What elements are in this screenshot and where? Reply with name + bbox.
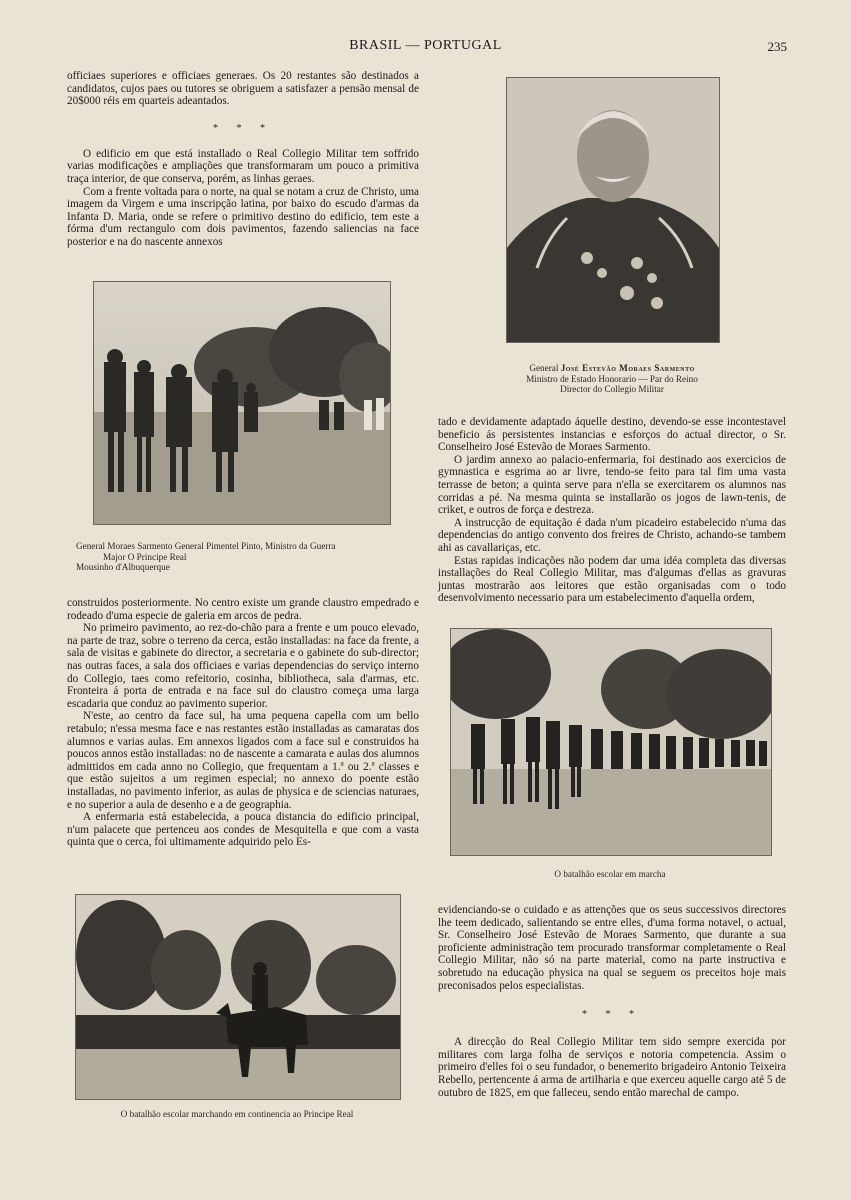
paragraph: officiaes superiores e officiaes generaes. Os 20 restantes são destinados a candidatos, cujos paes ou tutores se obriguem a satisfazer a pensão mensal de 20$000 réis em quarteis adeantados.	[67, 70, 419, 108]
paragraph: Com a frente voltada para o norte, na qual se notam a cruz de Christo, uma imagem da Virgem e uma inscripção latina, por baixo do escudo d'armas da Infanta D. Maria, onde se refere o primitivo destino do edificio, tem este a fórma d'um rectangulo com dois pavimentos, fazendo saliencias na face posterior e na do nascente annexos	[67, 185, 419, 248]
col1-bottom-text	[67, 597, 419, 849]
caption-line: Major O Principe Real	[103, 551, 187, 562]
caption-prefix: General	[529, 363, 559, 373]
photo-officers-group	[93, 281, 391, 525]
section-stars: * * *	[213, 122, 273, 134]
caption-line: Mousinho d'Albuquerque	[76, 562, 170, 572]
paragraph: evidenciando-se o cuidado e as attenções que os seus successivos directores lhe teem dedicado, salientando se entre elles, d'uma forma notavel, o actual, Sr. Conselheiro José Estevão de Moraes Sarmento, que durante a sua proficiente administração tem procurado transformar completamente o Real Collegio Militar, não só na parte material, como na parte instructiva e sobretudo na educação physica na qual se seguem os preceitos hoje mais preconisados pelos especialistas.	[438, 904, 786, 992]
paragraph: A enfermaria está estabelecida, a pouca distancia do edificio principal, n'um palacete que pertenceu aos condes de Mesquitella e que com a vasta quinta que o cerca, foi ultimamente adquirido pelo Es-	[67, 811, 419, 849]
page-number: 235	[767, 39, 787, 54]
portrait-moraes-sarmento	[506, 77, 720, 343]
paragraph: No primeiro pavimento, ao rez-do-chão para a frente e um pouco elevado, na parte de traz, sobre o terreno da cerca, estão installadas: na face da frente, a sala de visitas e gabinete do director, a secretaria e o gabinete do sub-director; nas outras faces, a sala dos officiaes e varias dependencias do serviço interno do Collegio, taes como refeitorio, cosinha, bibliotheca, sala d'armas, etc. Fronteira á porta de entrada e na face sul do claustro começa uma larga escadaria que conduz ao pavimento superior.	[67, 622, 419, 710]
col2-mid-text	[438, 416, 786, 605]
running-header: BRASIL — PORTUGAL	[349, 38, 502, 53]
photo-batalhao-continencia	[75, 894, 401, 1100]
col2-bottom-text	[438, 904, 786, 1099]
caption-line	[478, 363, 746, 374]
caption-name: José Estevão Moraes Sarmento	[560, 363, 695, 373]
caption-line: Ministro de Estado Honorario — Par do Reino	[526, 373, 698, 384]
photo1-caption	[76, 541, 406, 573]
paragraph: O edificio em que está installado o Real Collegio Militar tem soffrido varias modificações e ampliações que transformaram um pouco a primitiva traça interior, de que conserva, porém, as linhas geraes.	[67, 147, 419, 185]
paragraph: construidos posteriormente. No centro existe um grande claustro empedrado e rodeado d'uma especie de galeria em arcos de pedra.	[67, 597, 419, 622]
paragraph: A instrucção de equitação é dada n'um picadeiro estabelecido n'uma das dependencias do antigo convento dos freires de Christo, achando-se tambem ahi as cavallariças, etc.	[438, 516, 786, 554]
photo-batalhao-marcha	[450, 628, 772, 856]
section-stars: * * *	[582, 1009, 642, 1021]
photo2-caption: O batalhão escolar em marcha	[554, 869, 666, 879]
paragraph: O jardim annexo ao palacio-enfermaria, foi destinado aos exercicios de gymnastica e esgrima ao ar livre, tendo-se feito para tal fim uma vasta terrasse de beton; a quinta serve para n'ella se exercitarem os alumnos nas corridas a pé. Na mesma quinta se installarão os jogos de lawn-tenis, de criket, e outros de força e destreza.	[438, 453, 786, 517]
paragraph: tado e devidamente adaptado áquelle destino, devendo-se esse incontestavel beneficio ás persistentes instancias e esforços do actual director, o Sr. Conselheiro José Estevão de Moraes Sarmento.	[438, 416, 786, 454]
portrait-caption	[478, 363, 746, 395]
paragraph: N'este, ao centro da face sul, ha uma pequena capella com um bello retabulo; n'essa mesma face e nas restantes estão installadas as camaratas dos alumnos e varias aulas. Em annexos ligados com a face sul e construidos ha poucos annos estão installadas: no de nascente a camarata e aulas dos alumnos admittidos em cada anno no Collegio, que frequentam a 1.ª ou 2.ª classes e que estão sujeitos a um regimen especial; no annexo do poente estão installadas, no pavimento inferior, as aulas de physica e de sciencias naturaes, e no superior a aula de desenho e a de geographia.	[67, 710, 419, 811]
paragraph: Estas rapidas indicações não podem dar uma idéa completa das diversas installações do Real Collegio Militar, mas d'algumas d'ellas as gravuras juntas mostrarão aos leitores que estão organisadas com o todo desenvolvimento necessario para um estabelecimento d'aquella ordem,	[438, 554, 786, 605]
caption-line: General Moraes Sarmento General Pimentel Pinto, Ministro da Guerra	[76, 541, 336, 551]
col1-top-text	[67, 70, 419, 249]
paragraph: A direcção do Real Collegio Militar tem sido sempre exercida por militares com larga folha de serviços e notoria competencia. Assim o primeiro d'elles foi o seu fundador, o benemerito brigadeiro Antonio Teixeira Rebello, pertencente á arma de artilharia e que exerceu aquelle cargo até 5 de outubro de 1825, em que falleceu, sendo então marechal de campo.	[438, 1036, 786, 1099]
photo3-caption: O batalhão escolar marchando em continencia ao Principe Real	[120, 1109, 354, 1119]
caption-line: Director do Collegio Militar	[560, 384, 664, 394]
